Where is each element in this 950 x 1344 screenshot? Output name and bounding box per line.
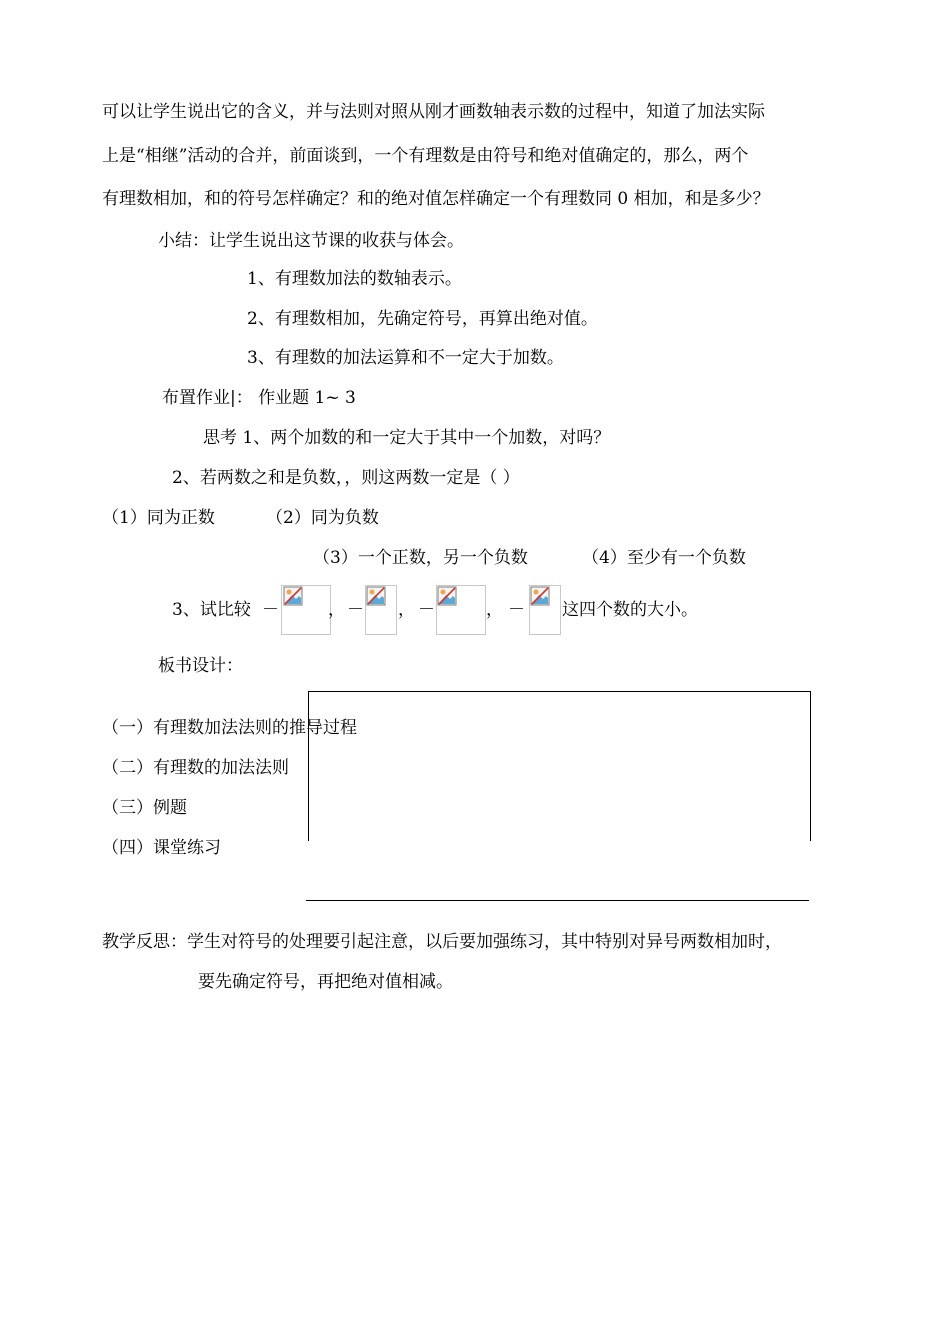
thinking-question-1: 思考 1、两个加数的和一定大于其中一个加数，对吗？: [203, 428, 611, 448]
board-item-1: （一）有理数加法法则的推导过程: [102, 718, 357, 738]
reflection-line-1: 教学反思：学生对符号的处理要引起注意，以后要加强练习，其中特别对异号两数相加时，: [102, 932, 782, 952]
comma-3: ，: [486, 600, 503, 620]
option-2: （2）同为负数: [266, 508, 379, 528]
intro-line-3: 有理数相加，和的符号怎样确定？和的绝对值怎样确定一个有理数同 0 相加，和是多少？: [102, 189, 770, 209]
board-item-3: （三）例题: [102, 798, 187, 818]
intro-line-1: 可以让学生说出它的含义，并与法则对照从刚才画数轴表示数的过程中，知道了加法实际: [102, 102, 765, 122]
comma-1: ，: [328, 600, 345, 620]
minus-sign-2: －: [347, 600, 364, 620]
thinking-question-3-prefix: 3、试比较: [172, 600, 251, 620]
reflection-line-2: 要先确定符号，再把绝对值相减。: [198, 972, 453, 992]
thinking-question-2: 2、若两数之和是负数，，则这两数一定是（ ）: [172, 468, 520, 488]
summary-item-2: 2、有理数相加，先确定符号，再算出绝对值。: [247, 309, 598, 329]
homework-line: 布置作业|： 作业题 1~ 3: [162, 388, 356, 408]
board-heading: 板书设计：: [158, 656, 243, 676]
comma-2: ，: [398, 600, 415, 620]
summary-item-3: 3、有理数的加法运算和不一定大于加数。: [247, 348, 564, 368]
summary-heading: 小结：让学生说出这节课的收获与体会。: [158, 231, 464, 251]
broken-image-icon: [366, 586, 386, 606]
board-item-2: （二）有理数的加法法则: [102, 758, 289, 778]
broken-image-icon: [530, 586, 550, 606]
minus-sign-3: －: [418, 600, 435, 620]
intro-line-2: 上是“相继”活动的合并，前面谈到，一个有理数是由符号和绝对值确定的，那么，两个: [102, 146, 749, 166]
board-item-4: （四）课堂练习: [102, 838, 221, 858]
option-1: （1）同为正数: [102, 508, 215, 528]
broken-image-icon: [283, 586, 303, 606]
board-frame-right: [810, 691, 811, 841]
thinking-question-3-suffix: 这四个数的大小。: [562, 600, 698, 620]
board-frame-top: [308, 691, 811, 692]
summary-item-1: 1、有理数加法的数轴表示。: [247, 269, 462, 289]
board-frame-left: [308, 691, 309, 841]
minus-sign-1: －: [262, 600, 279, 620]
minus-sign-4: －: [508, 600, 525, 620]
broken-image-icon: [437, 586, 457, 606]
option-4: （4）至少有一个负数: [582, 548, 746, 568]
option-3: （3）一个正数，另一个负数: [313, 548, 528, 568]
board-frame-bottom: [306, 900, 809, 901]
